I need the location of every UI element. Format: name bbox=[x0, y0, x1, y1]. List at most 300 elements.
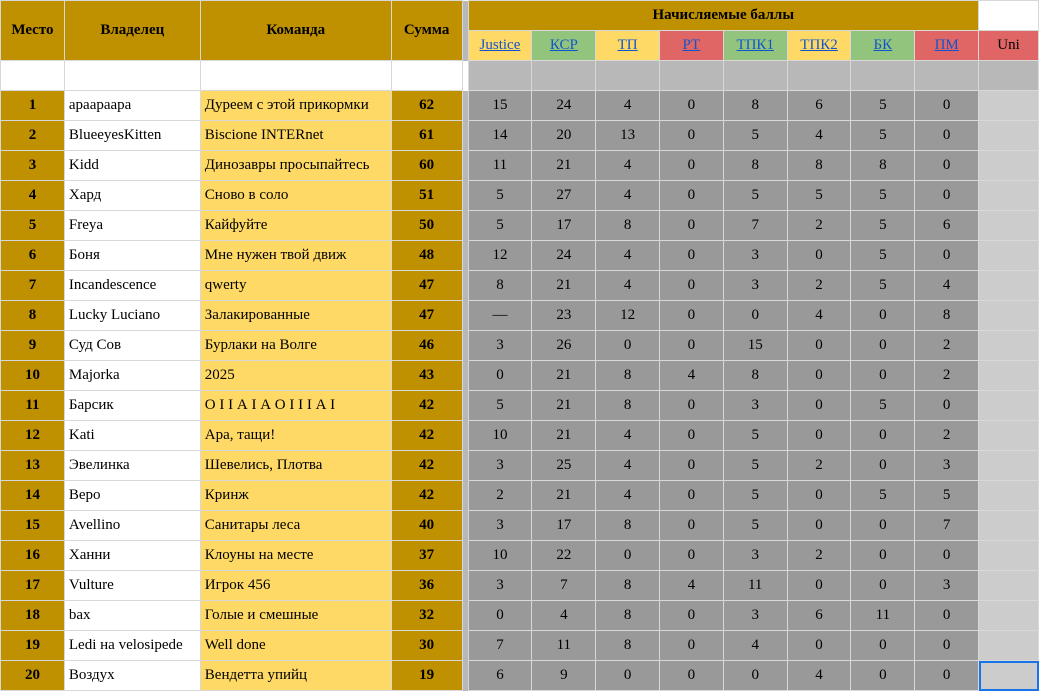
points-cell[interactable]: 0 bbox=[851, 511, 915, 541]
points-cell[interactable]: 5 bbox=[851, 271, 915, 301]
place-cell[interactable]: 8 bbox=[1, 301, 65, 331]
points-cell[interactable]: 5 bbox=[851, 481, 915, 511]
points-cell[interactable]: 2 bbox=[787, 541, 851, 571]
owner-cell[interactable]: Incandescence bbox=[64, 271, 200, 301]
points-cell[interactable]: 6 bbox=[468, 661, 532, 691]
points-cell[interactable]: 0 bbox=[915, 601, 979, 631]
points-cell[interactable]: 3 bbox=[723, 541, 787, 571]
sum-cell[interactable]: 19 bbox=[391, 661, 462, 691]
gap-cell bbox=[200, 61, 391, 91]
points-cell[interactable]: 6 bbox=[915, 211, 979, 241]
header-кср[interactable] bbox=[532, 31, 596, 61]
points-cell[interactable]: 12 bbox=[596, 301, 660, 331]
points-cell[interactable]: 0 bbox=[660, 631, 724, 661]
points-cell[interactable]: 3 bbox=[915, 571, 979, 601]
sum-cell[interactable]: 47 bbox=[391, 301, 462, 331]
points-cell[interactable]: 0 bbox=[915, 121, 979, 151]
points-cell[interactable]: 0 bbox=[787, 361, 851, 391]
points-cell[interactable]: 0 bbox=[787, 481, 851, 511]
place-cell[interactable]: 4 bbox=[1, 181, 65, 211]
sum-cell[interactable]: 62 bbox=[391, 91, 462, 121]
points-cell[interactable]: 4 bbox=[787, 121, 851, 151]
points-cell[interactable]: 21 bbox=[532, 151, 596, 181]
points-cell[interactable]: 5 bbox=[468, 211, 532, 241]
owner-cell[interactable]: Суд Сов bbox=[64, 331, 200, 361]
points-cell[interactable]: 0 bbox=[660, 211, 724, 241]
owner-cell[interactable]: Kati bbox=[64, 421, 200, 451]
header-link-7[interactable]: ПМ bbox=[934, 37, 959, 53]
points-cell[interactable]: 17 bbox=[532, 511, 596, 541]
points-cell[interactable]: 0 bbox=[660, 661, 724, 691]
points-cell[interactable]: 2 bbox=[787, 211, 851, 241]
sum-cell[interactable]: 42 bbox=[391, 421, 462, 451]
team-cell[interactable]: Игрок 456 bbox=[200, 571, 391, 601]
points-cell[interactable]: 7 bbox=[532, 571, 596, 601]
table-row bbox=[1, 241, 1039, 271]
points-cell[interactable]: 0 bbox=[787, 241, 851, 271]
points-cell[interactable]: 4 bbox=[596, 451, 660, 481]
place-cell[interactable]: 11 bbox=[1, 391, 65, 421]
points-cell[interactable]: 6 bbox=[787, 601, 851, 631]
owner-cell[interactable]: Боня bbox=[64, 241, 200, 271]
points-cell[interactable]: 0 bbox=[851, 631, 915, 661]
place-cell[interactable]: 19 bbox=[1, 631, 65, 661]
points-cell[interactable]: 2 bbox=[787, 451, 851, 481]
team-cell[interactable]: Бурлаки на Волге bbox=[200, 331, 391, 361]
team-cell[interactable]: 2025 bbox=[200, 361, 391, 391]
points-cell[interactable]: 8 bbox=[468, 271, 532, 301]
place-cell[interactable]: 17 bbox=[1, 571, 65, 601]
uni-cell[interactable] bbox=[979, 451, 1039, 481]
uni-cell[interactable] bbox=[979, 121, 1039, 151]
points-cell[interactable]: 21 bbox=[532, 391, 596, 421]
points-cell[interactable]: 7 bbox=[468, 631, 532, 661]
sum-cell[interactable]: 42 bbox=[391, 481, 462, 511]
owner-cell[interactable]: Avellino bbox=[64, 511, 200, 541]
header-бк[interactable] bbox=[851, 31, 915, 61]
points-cell[interactable]: 5 bbox=[851, 391, 915, 421]
points-cell[interactable]: 0 bbox=[468, 361, 532, 391]
points-cell[interactable]: 4 bbox=[596, 91, 660, 121]
points-cell[interactable]: 2 bbox=[468, 481, 532, 511]
points-cell[interactable]: 0 bbox=[915, 91, 979, 121]
points-cell[interactable]: 0 bbox=[660, 241, 724, 271]
owner-cell[interactable]: bax bbox=[64, 601, 200, 631]
points-cell[interactable]: 0 bbox=[787, 421, 851, 451]
points-cell[interactable]: 0 bbox=[851, 301, 915, 331]
header-justice[interactable] bbox=[468, 31, 532, 61]
team-cell[interactable]: Ара, тащи! bbox=[200, 421, 391, 451]
points-cell[interactable]: 0 bbox=[851, 451, 915, 481]
points-cell[interactable]: 0 bbox=[660, 151, 724, 181]
sum-cell[interactable]: 51 bbox=[391, 181, 462, 211]
points-cell[interactable]: 21 bbox=[532, 361, 596, 391]
points-cell[interactable]: 4 bbox=[532, 601, 596, 631]
points-cell[interactable]: 5 bbox=[723, 421, 787, 451]
points-cell[interactable]: 24 bbox=[532, 91, 596, 121]
uni-cell[interactable] bbox=[979, 331, 1039, 361]
uni-cell[interactable] bbox=[979, 511, 1039, 541]
sum-cell[interactable]: 40 bbox=[391, 511, 462, 541]
points-cell[interactable]: 5 bbox=[468, 181, 532, 211]
points-cell[interactable]: 15 bbox=[468, 91, 532, 121]
owner-cell[interactable]: Эвелинка bbox=[64, 451, 200, 481]
sum-cell[interactable]: 47 bbox=[391, 271, 462, 301]
points-cell[interactable]: 8 bbox=[596, 631, 660, 661]
points-cell[interactable]: 21 bbox=[532, 421, 596, 451]
points-cell[interactable]: 0 bbox=[851, 541, 915, 571]
place-cell[interactable]: 5 bbox=[1, 211, 65, 241]
points-cell[interactable]: 3 bbox=[468, 331, 532, 361]
header-рт[interactable] bbox=[660, 31, 724, 61]
team-cell[interactable]: Дуреем с этой прикормки bbox=[200, 91, 391, 121]
points-cell[interactable]: 8 bbox=[723, 91, 787, 121]
table-row bbox=[1, 271, 1039, 301]
points-cell[interactable]: 0 bbox=[787, 511, 851, 541]
points-cell[interactable]: 2 bbox=[915, 421, 979, 451]
uni-cell[interactable] bbox=[979, 301, 1039, 331]
uni-cell[interactable] bbox=[979, 241, 1039, 271]
points-cell[interactable]: 0 bbox=[660, 121, 724, 151]
points-cell[interactable]: 2 bbox=[915, 361, 979, 391]
points-cell[interactable]: 4 bbox=[915, 271, 979, 301]
gap-cell bbox=[391, 61, 462, 91]
owner-cell[interactable]: Vulture bbox=[64, 571, 200, 601]
points-cell[interactable]: 0 bbox=[787, 391, 851, 421]
points-cell[interactable]: 0 bbox=[915, 541, 979, 571]
sum-cell[interactable]: 36 bbox=[391, 571, 462, 601]
header-тпк2[interactable] bbox=[787, 31, 851, 61]
team-cell[interactable]: qwerty bbox=[200, 271, 391, 301]
points-cell[interactable]: 8 bbox=[723, 151, 787, 181]
header-place[interactable]: Место bbox=[1, 1, 65, 61]
points-cell[interactable]: 8 bbox=[596, 511, 660, 541]
points-cell[interactable]: 13 bbox=[596, 121, 660, 151]
points-cell[interactable]: 8 bbox=[915, 301, 979, 331]
points-cell[interactable]: 4 bbox=[596, 481, 660, 511]
place-cell[interactable]: 2 bbox=[1, 121, 65, 151]
uni-cell[interactable] bbox=[979, 661, 1039, 691]
points-cell[interactable]: 5 bbox=[468, 391, 532, 421]
team-cell[interactable]: Мне нужен твой движ bbox=[200, 241, 391, 271]
sum-cell[interactable]: 61 bbox=[391, 121, 462, 151]
points-cell[interactable]: 0 bbox=[468, 601, 532, 631]
points-cell[interactable]: 11 bbox=[532, 631, 596, 661]
header-тпк1[interactable] bbox=[723, 31, 787, 61]
points-cell[interactable]: 0 bbox=[915, 631, 979, 661]
header-link-3[interactable]: РТ bbox=[682, 37, 701, 53]
place-cell[interactable]: 12 bbox=[1, 421, 65, 451]
points-cell[interactable]: 4 bbox=[723, 631, 787, 661]
points-cell[interactable]: 23 bbox=[532, 301, 596, 331]
team-cell[interactable]: Залакированные bbox=[200, 301, 391, 331]
sum-cell[interactable]: 42 bbox=[391, 451, 462, 481]
points-cell[interactable]: 3 bbox=[723, 271, 787, 301]
points-cell[interactable]: 11 bbox=[851, 601, 915, 631]
team-cell[interactable]: Кринж bbox=[200, 481, 391, 511]
points-cell[interactable]: 0 bbox=[660, 421, 724, 451]
owner-cell[interactable]: Majorka bbox=[64, 361, 200, 391]
points-cell[interactable]: 7 bbox=[723, 211, 787, 241]
place-cell[interactable]: 14 bbox=[1, 481, 65, 511]
header-link-5[interactable]: ТПК2 bbox=[800, 37, 838, 53]
points-cell[interactable]: 12 bbox=[468, 241, 532, 271]
place-cell[interactable]: 10 bbox=[1, 361, 65, 391]
points-cell[interactable]: 20 bbox=[532, 121, 596, 151]
points-cell[interactable]: 9 bbox=[532, 661, 596, 691]
points-cell[interactable]: 14 bbox=[468, 121, 532, 151]
sum-cell[interactable]: 37 bbox=[391, 541, 462, 571]
team-cell[interactable]: Санитары леса bbox=[200, 511, 391, 541]
table-row bbox=[1, 181, 1039, 211]
points-cell[interactable]: 4 bbox=[596, 151, 660, 181]
points-cell[interactable]: 0 bbox=[660, 541, 724, 571]
team-cell[interactable]: Голые и смешные bbox=[200, 601, 391, 631]
points-cell[interactable]: 5 bbox=[851, 91, 915, 121]
points-cell[interactable]: — bbox=[468, 301, 532, 331]
owner-cell[interactable]: Веро bbox=[64, 481, 200, 511]
table-row bbox=[1, 331, 1039, 361]
points-cell[interactable]: 8 bbox=[596, 211, 660, 241]
points-cell[interactable]: 5 bbox=[915, 481, 979, 511]
team-cell[interactable]: Шевелись, Плотва bbox=[200, 451, 391, 481]
points-cell[interactable]: 6 bbox=[787, 91, 851, 121]
owner-cell[interactable]: Барсик bbox=[64, 391, 200, 421]
uni-cell[interactable] bbox=[979, 151, 1039, 181]
owner-cell[interactable]: Freya bbox=[64, 211, 200, 241]
header-sum[interactable]: Сумма bbox=[391, 1, 462, 61]
points-cell[interactable]: 0 bbox=[851, 331, 915, 361]
place-cell[interactable]: 1 bbox=[1, 91, 65, 121]
points-cell[interactable]: 0 bbox=[660, 511, 724, 541]
points-cell[interactable]: 4 bbox=[596, 241, 660, 271]
points-cell[interactable]: 0 bbox=[660, 601, 724, 631]
points-cell[interactable]: 0 bbox=[660, 271, 724, 301]
points-cell[interactable]: 21 bbox=[532, 481, 596, 511]
owner-cell[interactable]: BlueeyesKitten bbox=[64, 121, 200, 151]
points-cell[interactable]: 5 bbox=[723, 511, 787, 541]
points-cell[interactable]: 4 bbox=[596, 271, 660, 301]
table-row bbox=[1, 631, 1039, 661]
table-row bbox=[1, 601, 1039, 631]
owner-cell[interactable]: Lucky Luciano bbox=[64, 301, 200, 331]
header-link-4[interactable]: ТПК1 bbox=[736, 37, 774, 53]
owner-cell[interactable]: Воздух bbox=[64, 661, 200, 691]
sum-cell[interactable]: 48 bbox=[391, 241, 462, 271]
owner-cell[interactable]: арааpаара bbox=[64, 91, 200, 121]
points-cell[interactable]: 0 bbox=[660, 301, 724, 331]
header-owner[interactable]: Владелец bbox=[64, 1, 200, 61]
team-cell[interactable]: Well done bbox=[200, 631, 391, 661]
sum-cell[interactable]: 46 bbox=[391, 331, 462, 361]
points-cell[interactable]: 5 bbox=[851, 181, 915, 211]
points-cell[interactable]: 0 bbox=[723, 301, 787, 331]
gap-cell bbox=[787, 61, 851, 91]
points-cell[interactable]: 8 bbox=[787, 151, 851, 181]
place-cell[interactable]: 9 bbox=[1, 331, 65, 361]
points-cell[interactable]: 0 bbox=[660, 331, 724, 361]
owner-cell[interactable]: Ханни bbox=[64, 541, 200, 571]
header-link-2[interactable]: ТП bbox=[617, 37, 638, 53]
place-cell[interactable]: 16 bbox=[1, 541, 65, 571]
points-cell[interactable]: 5 bbox=[723, 451, 787, 481]
points-cell[interactable]: 4 bbox=[596, 181, 660, 211]
header-пм[interactable] bbox=[915, 31, 979, 61]
points-cell[interactable]: 3 bbox=[915, 451, 979, 481]
sum-cell[interactable]: 32 bbox=[391, 601, 462, 631]
sum-cell[interactable]: 42 bbox=[391, 391, 462, 421]
points-cell[interactable]: 10 bbox=[468, 541, 532, 571]
points-cell[interactable]: 8 bbox=[723, 361, 787, 391]
points-cell[interactable]: 0 bbox=[660, 451, 724, 481]
points-cell[interactable]: 2 bbox=[787, 271, 851, 301]
points-cell[interactable]: 17 bbox=[532, 211, 596, 241]
points-cell[interactable]: 0 bbox=[723, 661, 787, 691]
points-cell[interactable]: 26 bbox=[532, 331, 596, 361]
sum-cell[interactable]: 30 bbox=[391, 631, 462, 661]
header-тп[interactable] bbox=[596, 31, 660, 61]
points-cell[interactable]: 11 bbox=[468, 151, 532, 181]
place-cell[interactable]: 18 bbox=[1, 601, 65, 631]
points-cell[interactable]: 0 bbox=[851, 361, 915, 391]
points-cell[interactable]: 4 bbox=[660, 361, 724, 391]
header-blank-cell[interactable] bbox=[979, 1, 1039, 31]
points-cell[interactable]: 0 bbox=[851, 661, 915, 691]
points-cell[interactable]: 15 bbox=[723, 331, 787, 361]
uni-cell[interactable] bbox=[979, 211, 1039, 241]
points-cell[interactable]: 27 bbox=[532, 181, 596, 211]
uni-cell[interactable] bbox=[979, 421, 1039, 451]
gap-cell bbox=[532, 61, 596, 91]
header-team[interactable]: Команда bbox=[200, 1, 391, 61]
uni-cell[interactable] bbox=[979, 541, 1039, 571]
header-link-1[interactable]: КСР bbox=[549, 37, 578, 53]
uni-cell[interactable] bbox=[979, 361, 1039, 391]
place-cell[interactable]: 15 bbox=[1, 511, 65, 541]
uni-cell[interactable] bbox=[979, 181, 1039, 211]
uni-cell[interactable] bbox=[979, 271, 1039, 301]
points-cell[interactable]: 3 bbox=[723, 241, 787, 271]
points-cell[interactable]: 8 bbox=[596, 391, 660, 421]
points-cell[interactable]: 5 bbox=[723, 181, 787, 211]
points-cell[interactable]: 8 bbox=[596, 571, 660, 601]
team-cell[interactable]: Вендетта упийц bbox=[200, 661, 391, 691]
owner-cell[interactable]: Kidd bbox=[64, 151, 200, 181]
uni-cell[interactable] bbox=[979, 601, 1039, 631]
points-cell[interactable]: 2 bbox=[915, 331, 979, 361]
team-cell[interactable]: О I I А I А О I I I А I bbox=[200, 391, 391, 421]
points-cell[interactable]: 8 bbox=[596, 601, 660, 631]
points-cell[interactable]: 0 bbox=[915, 661, 979, 691]
points-cell[interactable]: 22 bbox=[532, 541, 596, 571]
uni-cell[interactable] bbox=[979, 631, 1039, 661]
owner-cell[interactable]: Ledi на velosipede bbox=[64, 631, 200, 661]
place-cell[interactable]: 13 bbox=[1, 451, 65, 481]
points-cell[interactable]: 3 bbox=[468, 451, 532, 481]
points-cell[interactable]: 0 bbox=[915, 151, 979, 181]
points-cell[interactable]: 0 bbox=[787, 631, 851, 661]
points-cell[interactable]: 4 bbox=[787, 661, 851, 691]
table-row bbox=[1, 301, 1039, 331]
points-cell[interactable]: 24 bbox=[532, 241, 596, 271]
points-cell[interactable]: 5 bbox=[723, 481, 787, 511]
points-cell[interactable]: 3 bbox=[468, 571, 532, 601]
place-cell[interactable]: 6 bbox=[1, 241, 65, 271]
table-row bbox=[1, 361, 1039, 391]
points-cell[interactable]: 0 bbox=[851, 571, 915, 601]
table-row bbox=[1, 121, 1039, 151]
team-cell[interactable]: Biscione INTERnet bbox=[200, 121, 391, 151]
uni-cell[interactable] bbox=[979, 571, 1039, 601]
header-link-0[interactable]: Justice bbox=[479, 37, 521, 53]
points-cell[interactable]: 5 bbox=[851, 211, 915, 241]
points-cell[interactable]: 0 bbox=[787, 571, 851, 601]
points-cell[interactable]: 0 bbox=[915, 241, 979, 271]
points-cell[interactable]: 7 bbox=[915, 511, 979, 541]
gap-cell bbox=[64, 61, 200, 91]
header-uni[interactable]: Uni bbox=[979, 31, 1039, 61]
points-cell[interactable]: 21 bbox=[532, 271, 596, 301]
points-cell[interactable]: 5 bbox=[723, 121, 787, 151]
points-cell[interactable]: 8 bbox=[851, 151, 915, 181]
points-cell[interactable]: 3 bbox=[723, 391, 787, 421]
points-cell[interactable]: 0 bbox=[915, 391, 979, 421]
header-points-title[interactable]: Начисляемые баллы bbox=[468, 1, 979, 31]
uni-cell[interactable] bbox=[979, 91, 1039, 121]
points-cell[interactable]: 0 bbox=[660, 391, 724, 421]
gap-cell bbox=[851, 61, 915, 91]
points-cell[interactable]: 0 bbox=[660, 91, 724, 121]
points-cell[interactable]: 0 bbox=[851, 421, 915, 451]
sum-cell[interactable]: 43 bbox=[391, 361, 462, 391]
points-cell[interactable]: 4 bbox=[660, 571, 724, 601]
points-cell[interactable]: 4 bbox=[596, 421, 660, 451]
team-cell[interactable]: Сново в соло bbox=[200, 181, 391, 211]
place-cell[interactable]: 20 bbox=[1, 661, 65, 691]
points-cell[interactable]: 0 bbox=[787, 331, 851, 361]
points-cell[interactable]: 0 bbox=[596, 541, 660, 571]
points-cell[interactable]: 0 bbox=[596, 331, 660, 361]
points-cell[interactable]: 0 bbox=[660, 481, 724, 511]
points-cell[interactable]: 5 bbox=[851, 121, 915, 151]
points-cell[interactable]: 0 bbox=[660, 181, 724, 211]
owner-cell[interactable]: Хард bbox=[64, 181, 200, 211]
points-cell[interactable]: 11 bbox=[723, 571, 787, 601]
sum-cell[interactable]: 50 bbox=[391, 211, 462, 241]
sum-cell[interactable]: 60 bbox=[391, 151, 462, 181]
uni-cell[interactable] bbox=[979, 481, 1039, 511]
points-cell[interactable]: 25 bbox=[532, 451, 596, 481]
uni-cell[interactable] bbox=[979, 391, 1039, 421]
place-cell[interactable]: 7 bbox=[1, 271, 65, 301]
points-cell[interactable]: 4 bbox=[787, 301, 851, 331]
table-row bbox=[1, 451, 1039, 481]
place-cell[interactable]: 3 bbox=[1, 151, 65, 181]
points-cell[interactable]: 5 bbox=[851, 241, 915, 271]
points-cell[interactable]: 3 bbox=[723, 601, 787, 631]
points-cell[interactable]: 0 bbox=[915, 181, 979, 211]
team-cell[interactable]: Динозавры просыпайтесь bbox=[200, 151, 391, 181]
team-cell[interactable]: Клоуны на месте bbox=[200, 541, 391, 571]
points-cell[interactable]: 5 bbox=[787, 181, 851, 211]
points-cell[interactable]: 3 bbox=[468, 511, 532, 541]
points-cell[interactable]: 10 bbox=[468, 421, 532, 451]
table-row bbox=[1, 91, 1039, 121]
team-cell[interactable]: Кайфуйте bbox=[200, 211, 391, 241]
points-cell[interactable]: 8 bbox=[596, 361, 660, 391]
header-link-6[interactable]: БК bbox=[873, 37, 893, 53]
points-cell[interactable]: 0 bbox=[596, 661, 660, 691]
